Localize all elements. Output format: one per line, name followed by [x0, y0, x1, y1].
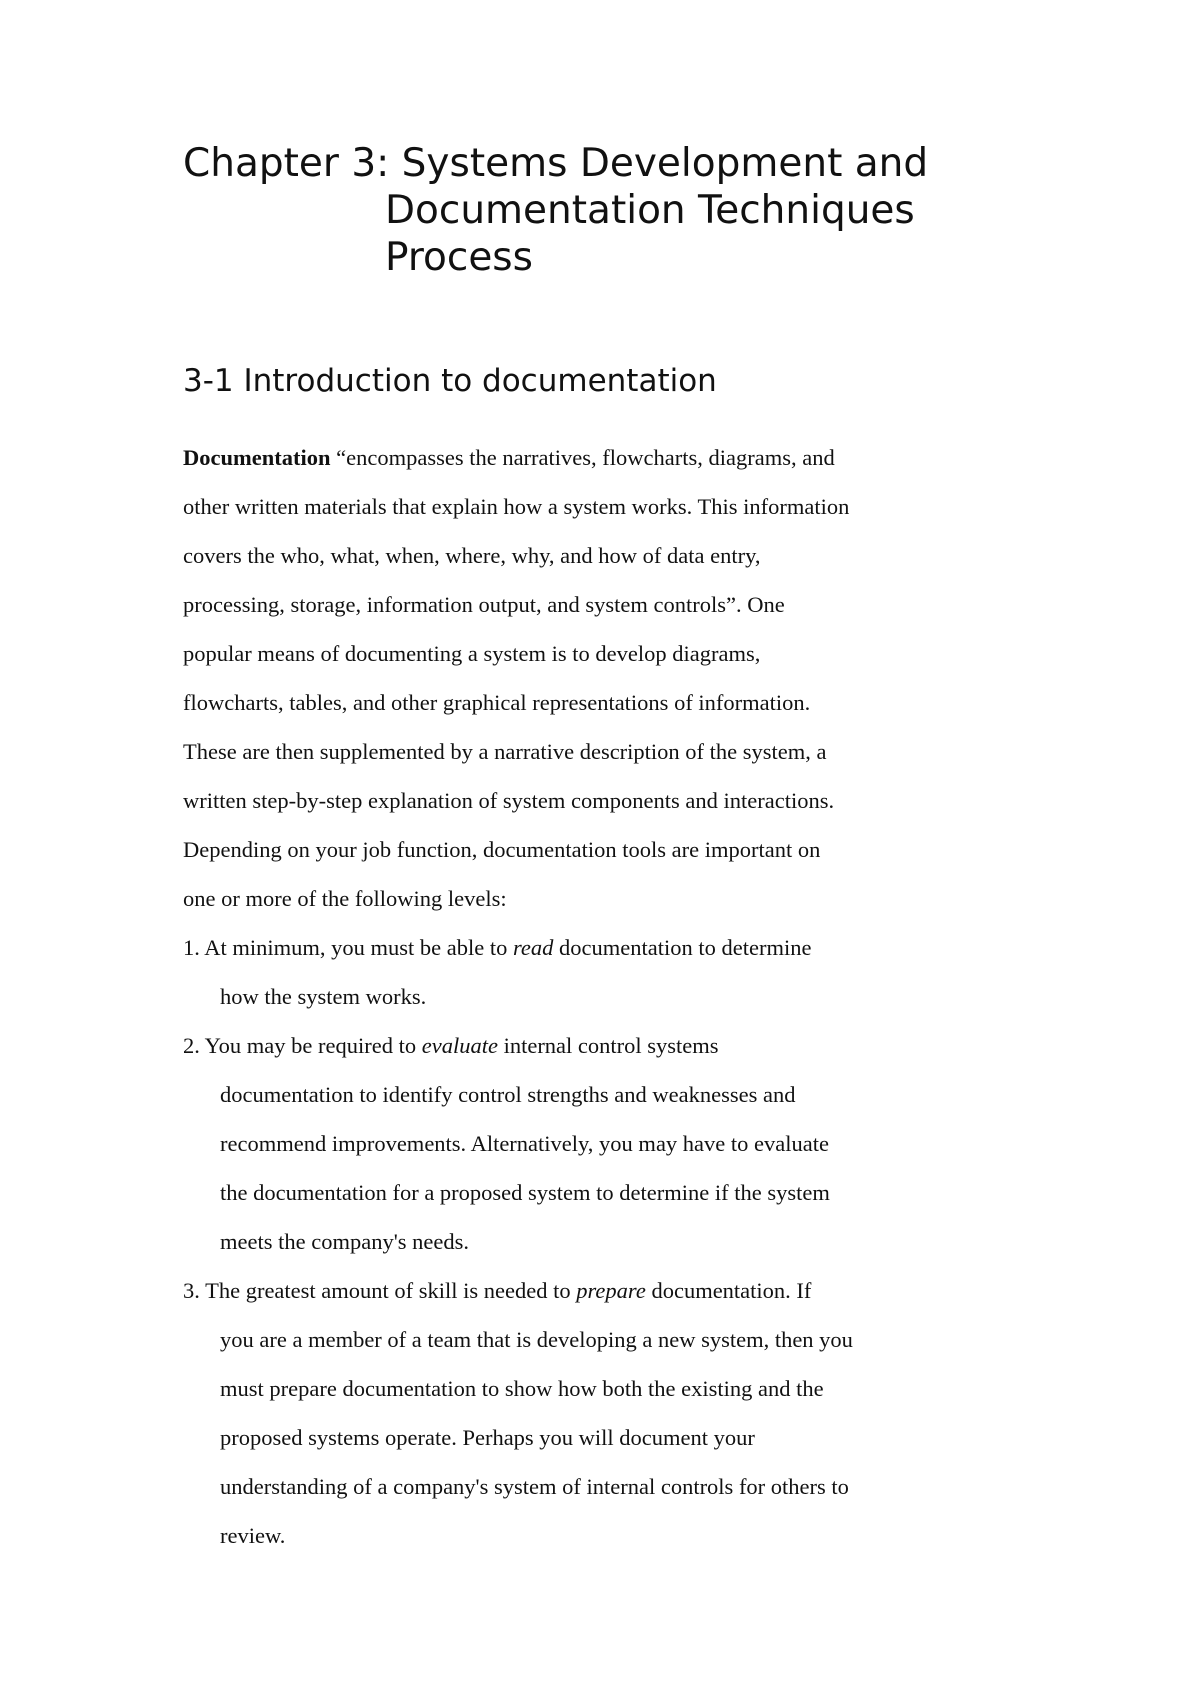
paragraph-line: covers the who, what, when, where, why, and how of data entry,	[183, 543, 761, 568]
section-heading: 3-1 Introduction to documentation	[183, 363, 717, 399]
list-item-line: you are a member of a team that is developing a new system, then you	[220, 1327, 853, 1352]
list-item-line: understanding of a company's system of internal controls for others to	[220, 1474, 849, 1499]
list-number: 2.	[183, 1033, 200, 1058]
list-item-3: 3. The greatest amount of skill is needed to prepare documentation. If	[183, 1278, 812, 1303]
paragraph-line: flowcharts, tables, and other graphical representations of information.	[183, 690, 811, 715]
list-item-line: proposed systems operate. Perhaps you will document your	[220, 1425, 755, 1450]
chapter-title-line-3: Process	[385, 235, 533, 280]
chapter-title-line-1: Chapter 3: Systems Development and	[183, 141, 929, 186]
list-item-line: review.	[220, 1523, 286, 1548]
list-number: 3.	[183, 1278, 200, 1303]
list-item-line: meets the company's needs.	[220, 1229, 469, 1254]
list-item-line: how the system works.	[220, 984, 427, 1009]
emphasis: read	[513, 935, 554, 960]
paragraph-line: written step-by-step explanation of system components and interactions.	[183, 788, 835, 813]
list-item-line: recommend improvements. Alternatively, you may have to evaluate	[220, 1131, 829, 1156]
definition-term: Documentation	[183, 445, 331, 470]
emphasis: prepare	[576, 1278, 646, 1303]
paragraph-line: processing, storage, information output, and system controls”. One	[183, 592, 785, 617]
chapter-title-line-2: Documentation Techniques	[385, 188, 915, 233]
list-item-line: must prepare documentation to show how both the existing and the	[220, 1376, 824, 1401]
list-number: 1.	[183, 935, 200, 960]
list-item-line: documentation to identify control strengths and weaknesses and	[220, 1082, 796, 1107]
chapter-title	[183, 140, 1043, 281]
list-item-1: 1. At minimum, you must be able to read documentation to determine	[183, 935, 812, 960]
paragraph-line: These are then supplemented by a narrative description of the system, a	[183, 739, 827, 764]
paragraph-line: other written materials that explain how a system works. This information	[183, 494, 850, 519]
paragraph-line: popular means of documenting a system is to develop diagrams,	[183, 641, 761, 666]
body-text	[183, 433, 1043, 1560]
paragraph-line: Documentation “encompasses the narratives, flowcharts, diagrams, and	[183, 445, 835, 470]
paragraph-line: one or more of the following levels:	[183, 886, 507, 911]
list-item-line: the documentation for a proposed system to determine if the system	[220, 1180, 830, 1205]
list-item-2: 2. You may be required to evaluate internal control systems	[183, 1033, 719, 1058]
emphasis: evaluate	[421, 1033, 498, 1058]
paragraph-line: Depending on your job function, documentation tools are important on	[183, 837, 821, 862]
